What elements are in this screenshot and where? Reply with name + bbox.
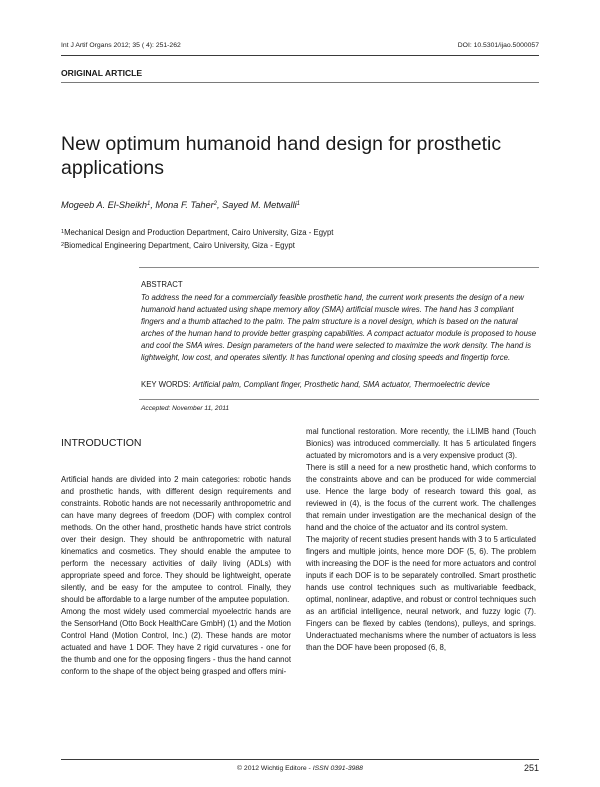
- label-divider: [61, 82, 539, 83]
- author-affiliation-mark: 1: [296, 201, 300, 207]
- affiliation: [61, 226, 333, 239]
- article-type-label: ORIGINAL ARTICLE: [61, 68, 143, 78]
- journal-reference: Int J Artif Organs 2012; 35 ( 4): 251-262: [61, 42, 181, 49]
- affiliation-mark: 1: [61, 229, 65, 235]
- introduction-heading: INTRODUCTION: [61, 437, 142, 449]
- paragraph: There is still a need for a new prosthetic hand, which conforms to the constraints above and can be produced for wide commercial use. Hence the large body of research toward this goal, as reviewed in (4), is the focus of the current work. The challenges that remain under investigation are the mechanical design of the hand and the choice of the actuator and its control system.: [306, 463, 536, 532]
- header-divider: [61, 55, 539, 56]
- article-title: New optimum humanoid hand design for prosthetic applications: [61, 133, 502, 179]
- author-affiliation-mark: 1: [146, 201, 151, 207]
- paragraph: mal functional restoration. More recently, the i.LIMB hand (Touch Bionics) was introduced commercially. It has 5 articulated fingers actuated by micromotors and is a very expensive product (3).: [306, 427, 536, 460]
- author-separator: ,: [150, 200, 156, 210]
- paragraph: Artificial hands are divided into 2 main categories: robotic hands and prosthetic hands, with different design requirements and constraints. Robotic hands are not necessarily anthropometric and can have many degrees of freedom (DOF) with complex control methods. On the other hand, prosthetic hands have strict controls over their design. They should be anthropometric with natural kinematics and cosmetics. They should enable the amputee to perform the necessary activities of daily living (ADLs) with appropriate speed and force. They should be lightweight, operate silently, and be easy for the amputee to control. Finally, they should be affordable to a large number of the amputee population.: [61, 475, 291, 604]
- author-name: Sayed M. Metwalli: [222, 200, 297, 210]
- affiliation-list: [61, 226, 333, 252]
- issn-text: ISSN 0391-3988: [312, 765, 363, 772]
- author-name: Mogeeb A. El-Sheikh: [61, 200, 147, 210]
- paragraph: Among the most widely used commercial myoelectric hands are the SensorHand (Otto Bock HealthCare GmbH) (1) and the Motion Control Hand (Motion Control, Inc.) (2). These hands are motor actuated and have 1 DOF. They have 2 rigid curvatures - one for the thumb and one for the opposing fingers - thus the hand cannot conform to the shape of the object being grasped and offers mini-: [61, 607, 291, 676]
- author-separator: ,: [217, 200, 223, 210]
- footer-divider: [61, 759, 539, 760]
- body-column-left: [61, 474, 291, 678]
- accepted-date: Accepted: November 11, 2011: [141, 405, 230, 412]
- doi[interactable]: DOI: 10.5301/ijao.5000057: [457, 42, 539, 49]
- keywords: [141, 380, 541, 389]
- body-column-right: [306, 426, 536, 654]
- affiliation-text: Mechanical Design and Production Department, Cairo University, Giza - Egypt: [64, 228, 334, 237]
- author-name: Mona F. Taher: [155, 200, 214, 210]
- author-affiliation-mark: 2: [213, 201, 217, 207]
- footer-copyright: [0, 765, 600, 772]
- abstract-top-divider: [139, 267, 539, 268]
- abstract-bottom-divider: [139, 399, 539, 400]
- paragraph: The majority of recent studies present hands with 3 to 5 articulated fingers and multiple joints, hence more DOF (5, 6). The problem with increasing the DOF is the need for more actuators and control inputs if each DOF is to be separately controlled. Smart prosthetic hands use control techniques such as multivariable feedback, optimal, nonlinear, adaptive, and robust or control techniques such as an artificial intelligence, neural network, and fuzzy logic (7). Fingers can be flexed by cables (tendons), pulleys, and springs. Underactuated mechanisms where the number of actuators is less than the DOF have been proposed (6, 8,: [306, 535, 536, 652]
- affiliation-mark: 2: [61, 242, 65, 248]
- page-number: 251: [523, 763, 539, 773]
- keywords-label: KEY WORDS:: [141, 380, 191, 389]
- keywords-text: Artificial palm, Compliant finger, Prosthetic hand, SMA actuator, Thermoelectric device: [192, 380, 490, 389]
- copyright-text: © 2012 Wichtig Editore -: [237, 765, 313, 772]
- abstract-text: To address the need for a commercially feasible prosthetic hand, the current work presents the design of a new humanoid hand actuated using shape memory alloy (SMA) artificial muscle wires. The hand has 3 compliant fingers and a thumb attached to the palm. The palm structure is a novel design, which is based on the natural arches of the human hand to provide better grasping capabilities. A compact actuator module is proposed to house and cool the SMA wires. Design parameters of the hand were selected to maximize the work density. The hand is lightweight, low cost, and operates silently. It has functional opening and closing speeds and fingertip force.: [141, 293, 537, 362]
- abstract-heading: ABSTRACT: [141, 280, 183, 289]
- affiliation: [61, 239, 333, 252]
- author-list: [61, 200, 300, 210]
- affiliation-text: Biomedical Engineering Department, Cairo University, Giza - Egypt: [64, 241, 295, 250]
